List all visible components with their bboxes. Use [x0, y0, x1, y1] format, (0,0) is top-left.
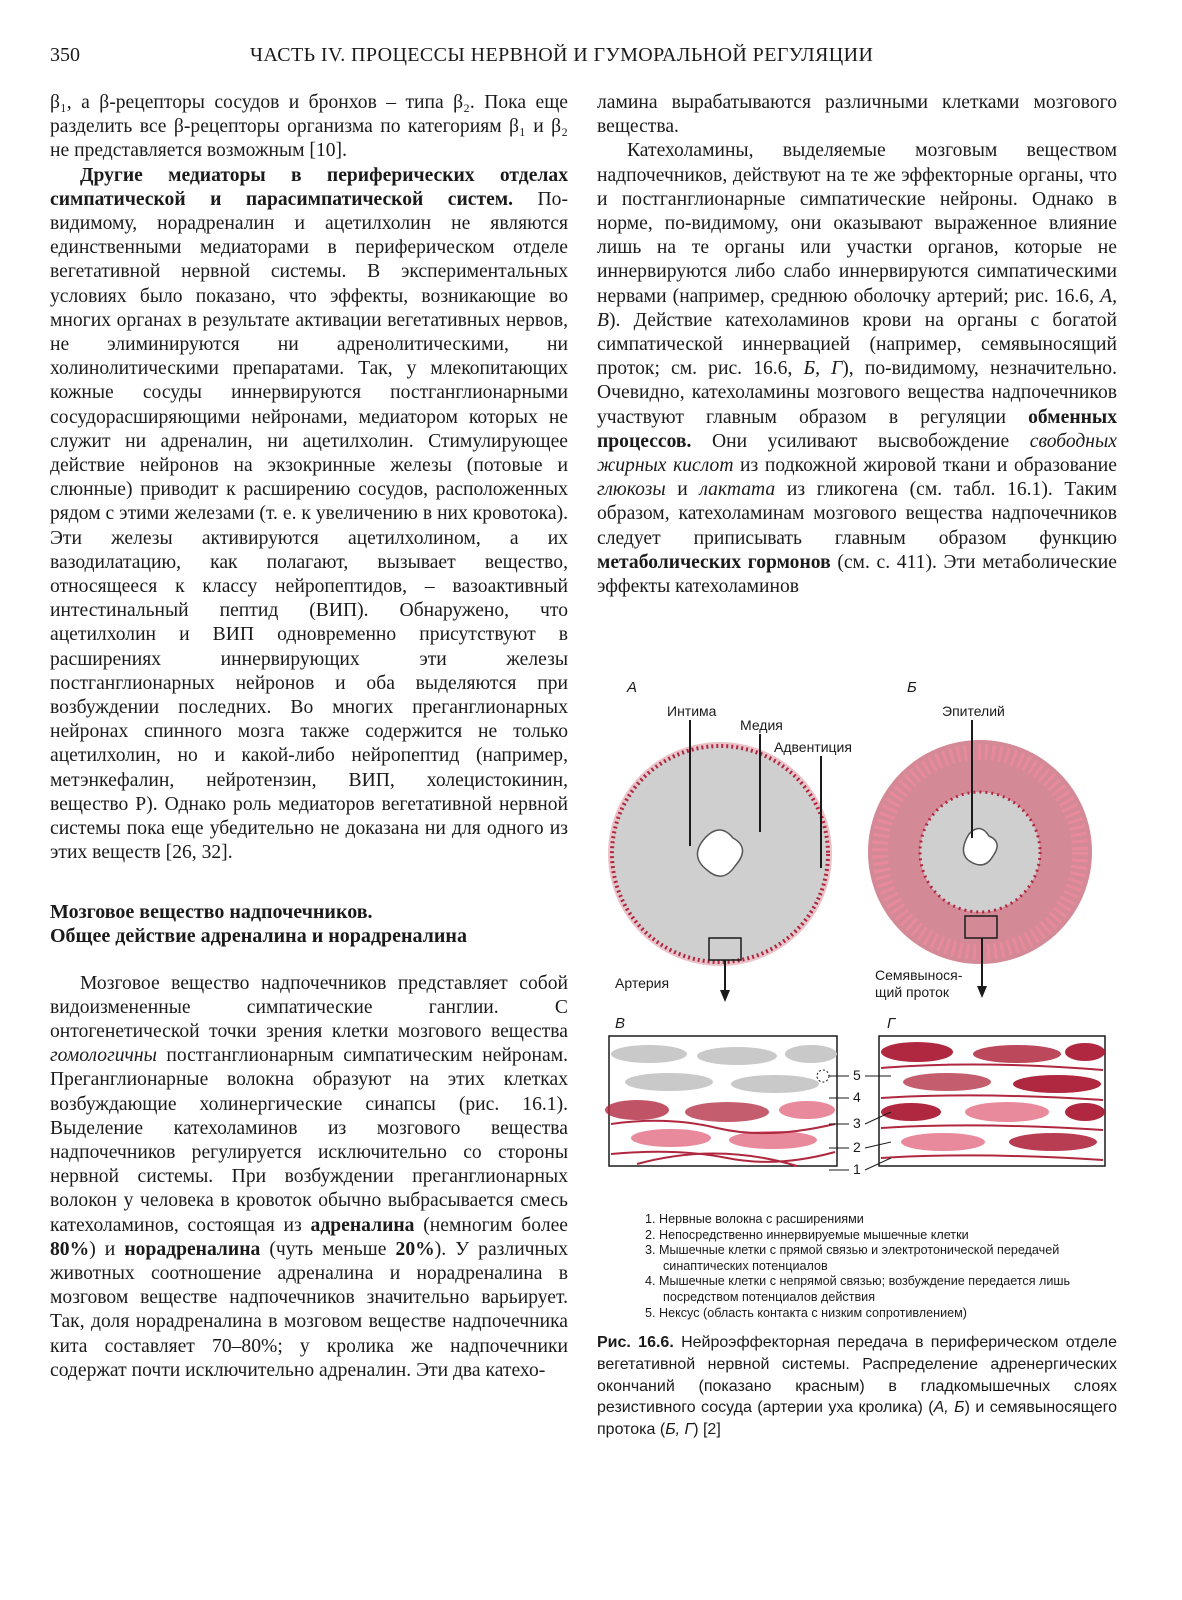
svg-text:1: 1: [853, 1161, 861, 1177]
label-media: Медия: [740, 717, 783, 733]
section-heading: Мозговое вещество надпочечников. Общее действие адреналина и норадреналина: [50, 900, 467, 947]
svg-text:2: 2: [853, 1139, 861, 1155]
panel-b-letter: Б: [907, 679, 917, 696]
vas-deferens-muscle-layer: [879, 1036, 1105, 1166]
inline-heading: Другие медиаторы в периферических отделах симпатической и парасимпатической систем.: [50, 164, 568, 210]
label-adventitia: Адвентиция: [774, 739, 852, 755]
panel-c-letter: В: [615, 1015, 626, 1032]
running-title: ЧАСТЬ IV. ПРОЦЕССЫ НЕРВНОЙ И ГУМОРАЛЬНОЙ РЕГУЛЯЦИИ: [250, 44, 874, 66]
figure-16-6: [597, 672, 1121, 1472]
paragraph-catecholamines: Катехоламины, выделяемые мозговым веществом надпочечников, действуют на те же эффекторные органы, что и постганглионарные симпатические нейроны. Однако в норме, по-видимому, они оказывают выраженное влияние лишь на те органы или участки органов, которые не иннервируются либо слабо иннервируются симпатическими нервами (например, среднюю оболочку артерий; рис. 16.6, А, В). Действие катехоламинов крови на органы с богатой симпатической иннервацией (например, семявыносящий проток; см. рис. 16.6, Б, Г), по-видимому, незначительно. Очевидно, катехоламины мозгового вещества надпочечников участвуют главным образом в регуляции обменных процессов. Они усиливают высвобождение свободных жирных кислот из подкожной жировой ткани и образование глюкозы и лактата из гликогена (см. табл. 16.1). Таким образом, катехоламинам мозгового вещества надпочечников следует приписывать главным образом функцию метаболических гормонов (см. с. 411). Эти метаболические эффекты катехоламинов: [597, 140, 1118, 598]
left-column: [50, 91, 568, 1383]
page-header: [50, 44, 1120, 74]
paragraph-other-mediators: Другие медиаторы в периферических отделах симпатической и парасимпатической систем. По-видимому, норадреналин и ацетилхолин не являются единственными медиаторами в периферическом отделе вегетативной нервной системы. В экспериментальных условиях было показано, что эффекты, возникающие во многих органах в результате активации вегетативных нервов, не элиминируются ни адренолитическими, ни холинолитическими препаратами. Так, у млекопитающих кожные сосуды иннервируются постганглионарными сосудорасширяющими нейронами, медиатором которых не служит ни адреналин, ни ацетилхолин. Стимулирующее действие нейронов на экзокринные железы (потовые и слюнные) приводит к расширению сосудов, расположенных рядом с этими железами (т. е. к увеличению в них кровотока). Эти железы активируются ацетилхолином, а их вазодилатацию, как полагают, вызывает вещество, относящееся к классу нейропептидов, – вазоактивный интестинальный пептид (ВИП). Обнаружено, что ацетилхолин и ВИП одновременно присутствуют в расширениях иннервирующих эти железы постганглионарных нейронов и оба выделяются при возбуждении последних. Во многих преганглионарных нейронах спинного мозга также содержится не только ацетилхолин, но и какой-либо нейропептид (например, метэнкефалин, нейротензин, ВИП, холецистокинин, вещество Р). Однако роль медиаторов вегетативной нервной системы пока еще убедительно не доказана ни для одного из этих веществ [26, 32].: [50, 164, 569, 864]
svg-text:4: 4: [853, 1089, 861, 1105]
right-column: [597, 91, 1117, 599]
artery-cross-section: [608, 720, 832, 1002]
legend-item-3: 3. Мышечные клетки с прямой связью и электротонической передачей синаптических потенциалов: [645, 1243, 1060, 1273]
figure-caption: Рис. 16.6. Нейроэффекторная передача в периферическом отделе вегетативной нервной системы. Распределение адренергических окончаний (показано красным) в гладкомышечных слоях резистивного сосуда (артерии уха кролика) (А, Б) и семявыносящего протока (Б, Г) [2]: [597, 1334, 1118, 1439]
legend-item-2: 2. Непосредственно иннервируемые мышечные клетки: [645, 1227, 969, 1242]
artery-muscle-layer: [605, 1036, 837, 1166]
label-epithelium: Эпителий: [942, 703, 1005, 719]
svg-text:5: 5: [853, 1067, 861, 1083]
paragraph-beta-receptors: β₁, а β-рецепторы сосудов и бронхов – типа β₂. Пока еще разделить все β-рецепторы организма по категориям β₁ и β₂ не представляется возможным [10].: [50, 92, 568, 162]
figure-illustration: [597, 672, 1121, 1212]
panel-a-letter: А: [627, 679, 638, 696]
figure-legend: [645, 1212, 1115, 1321]
page-number: 350: [50, 44, 80, 66]
caption-label: Рис. 16.6.: [597, 1334, 674, 1351]
paragraph-adrenal-medulla: Мозговое вещество надпочечников представляет собой видоизмененные симпатические ганглии. С онтогенетической точки зрения клетки мозгового вещества гомологичны постганглионарным симпатическим нейронам. Преганглионарные волокна образуют на этих клетках возбуждающие холинергические синапсы (рис. 16.1). Выделение катехоламинов из мозгового вещества надпочечников регулируется исключительно со стороны нервной системы. При возбуждении преганглионарных волокон у человека в кровоток обычно выбрасывается смесь катехоламинов, состоящая из адреналина (немногим более 80%) и норадреналина (чуть меньше 20%). У различных животных соотношение адреналина и норадреналина в мозговом веществе надпочечников значительно варьирует. Так, доля норадреналина в мозговом веществе надпочечника кита составляет 70–80%; у кролика же надпочечники содержат почти исключительно адреналин. Эти два катехо-: [50, 972, 568, 1381]
legend-item-5: 5. Нексус (область контакта с низким сопротивлением): [645, 1305, 968, 1320]
label-duct-line2: щий проток: [875, 984, 950, 1000]
label-duct-line1: Семявынося-: [875, 967, 963, 983]
panel-d-letter: Г: [887, 1015, 896, 1032]
paragraph-continuation: ламина вырабатываются различными клетками мозгового вещества.: [597, 92, 1117, 138]
label-artery: Артерия: [615, 975, 670, 991]
legend-item-1: 1. Нервные волокна с расширениями: [645, 1212, 864, 1226]
svg-text:3: 3: [853, 1115, 861, 1131]
vas-deferens-cross-section: [868, 720, 1092, 998]
legend-item-4: 4. Мышечные клетки с непрямой связью; возбуждение передается лишь посредством потенциалов действия: [645, 1274, 1071, 1304]
label-intima: Интима: [667, 703, 717, 719]
